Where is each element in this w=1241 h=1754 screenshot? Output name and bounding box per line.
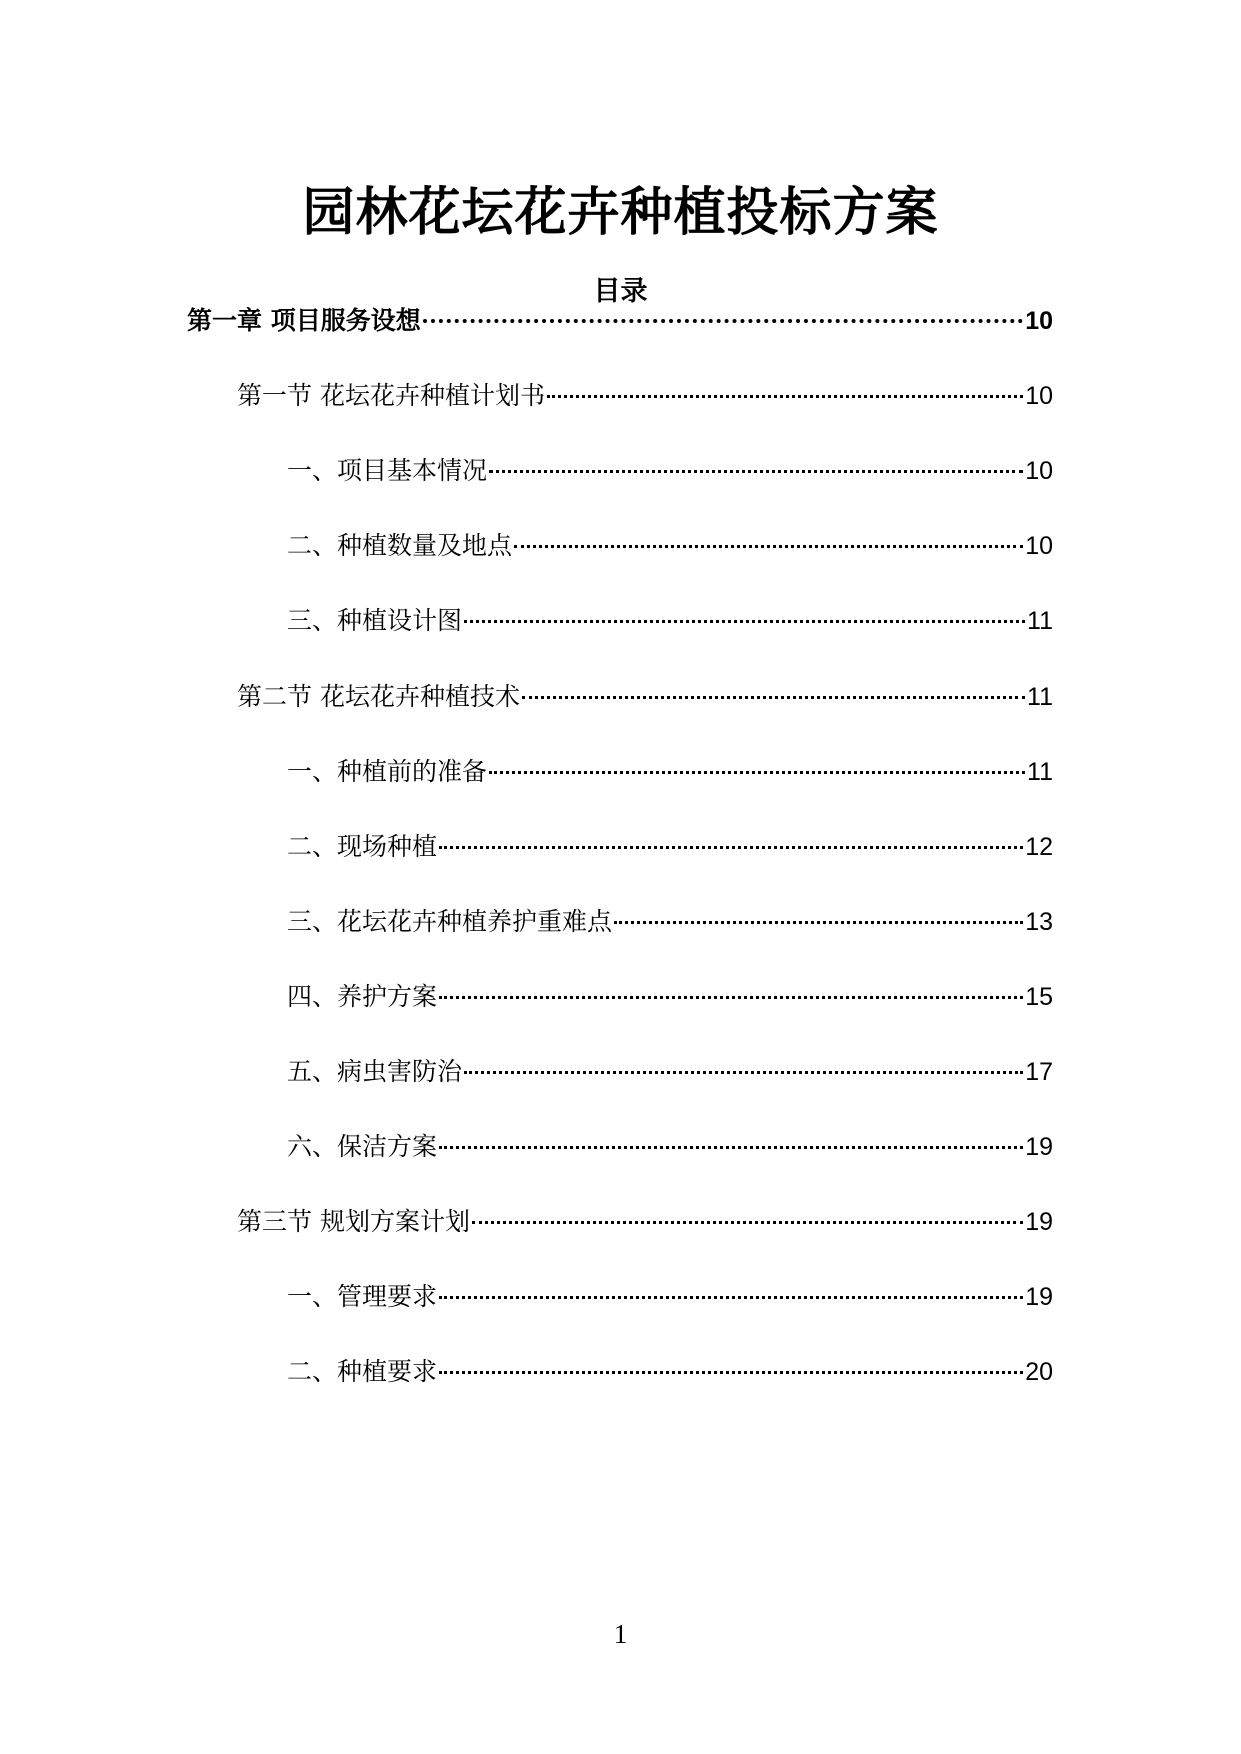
toc-entry-page-number: 13	[1025, 908, 1053, 936]
toc-entry-label: 二、种植数量及地点	[287, 531, 513, 560]
toc-dot-leader	[472, 1221, 1023, 1224]
toc-entry-page-number: 19	[1025, 1208, 1053, 1236]
toc-entry[interactable]	[287, 827, 1053, 867]
toc-entry-page-number: 19	[1025, 1133, 1053, 1161]
toc-entry-page-number: 17	[1025, 1058, 1053, 1086]
toc-dot-leader	[514, 545, 1023, 548]
toc-dot-leader	[522, 696, 1025, 699]
toc-entry-page-number: 19	[1025, 1283, 1053, 1311]
toc-entry-page-number: 15	[1025, 983, 1053, 1011]
toc-entry-page-number: 10	[1025, 382, 1053, 410]
toc-dot-leader	[439, 996, 1023, 999]
toc-dot-leader	[489, 771, 1025, 774]
toc-entry[interactable]	[287, 902, 1053, 942]
toc-entry-label: 五、病虫害防治	[287, 1057, 463, 1086]
toc-entry-label: 第一章 项目服务设想	[187, 306, 421, 335]
toc-entry[interactable]	[237, 376, 1053, 416]
toc-entry-label: 一、管理要求	[287, 1282, 438, 1311]
toc-entry-page-number: 10	[1025, 457, 1053, 485]
toc-entry-page-number: 12	[1025, 833, 1053, 861]
toc-entry-page-number: 11	[1027, 758, 1053, 786]
toc-dot-leader	[464, 1071, 1023, 1074]
toc-entry[interactable]	[287, 1352, 1053, 1392]
toc-entry[interactable]	[287, 1127, 1053, 1167]
toc-entry-label: 第三节 规划方案计划	[237, 1207, 470, 1236]
toc-entry-label: 第一节 花坛花卉种植计划书	[237, 381, 545, 410]
toc-dot-leader	[439, 1296, 1023, 1299]
toc-entry[interactable]	[237, 1202, 1053, 1242]
toc-entry-page-number: 11	[1027, 683, 1053, 711]
toc-dot-leader	[439, 846, 1023, 849]
toc-entry[interactable]	[187, 301, 1053, 341]
toc-dot-leader	[464, 620, 1025, 623]
toc-dot-leader	[614, 921, 1023, 924]
toc-entry-label: 三、花坛花卉种植养护重难点	[287, 907, 613, 936]
toc-entry-label: 三、种植设计图	[287, 606, 463, 635]
toc-entry-label: 四、养护方案	[287, 982, 438, 1011]
toc-entry-page-number: 10	[1025, 307, 1053, 335]
toc-entry[interactable]	[287, 526, 1053, 566]
toc-entry-label: 二、种植要求	[287, 1357, 438, 1386]
toc-heading: 目录	[593, 276, 648, 307]
document-title: 园林花坛花卉种植投标方案	[302, 183, 939, 243]
toc-entry[interactable]	[287, 977, 1053, 1017]
toc-dot-leader	[489, 470, 1023, 473]
toc-entry-page-number: 20	[1025, 1358, 1053, 1386]
toc-dot-leader	[423, 319, 1023, 323]
toc-entry[interactable]	[287, 601, 1053, 641]
toc-dot-leader	[439, 1146, 1023, 1149]
toc-entry-page-number: 11	[1027, 607, 1053, 635]
toc-entry[interactable]	[287, 451, 1053, 491]
toc-entry-label: 六、保洁方案	[287, 1132, 438, 1161]
toc-entry-label: 第二节 花坛花卉种植技术	[237, 682, 520, 711]
toc-dot-leader	[547, 395, 1023, 398]
toc-entry[interactable]	[287, 1052, 1053, 1092]
toc-entry-label: 一、项目基本情况	[287, 456, 488, 485]
toc-entry[interactable]	[287, 752, 1053, 792]
toc-entry-label: 一、种植前的准备	[287, 757, 488, 786]
toc-dot-leader	[439, 1371, 1023, 1374]
page-number: 1	[613, 1619, 628, 1649]
toc-entry-label: 二、现场种植	[287, 832, 438, 861]
toc-entry[interactable]	[287, 1277, 1053, 1317]
toc-entry-page-number: 10	[1025, 532, 1053, 560]
toc-entry[interactable]	[237, 677, 1053, 717]
